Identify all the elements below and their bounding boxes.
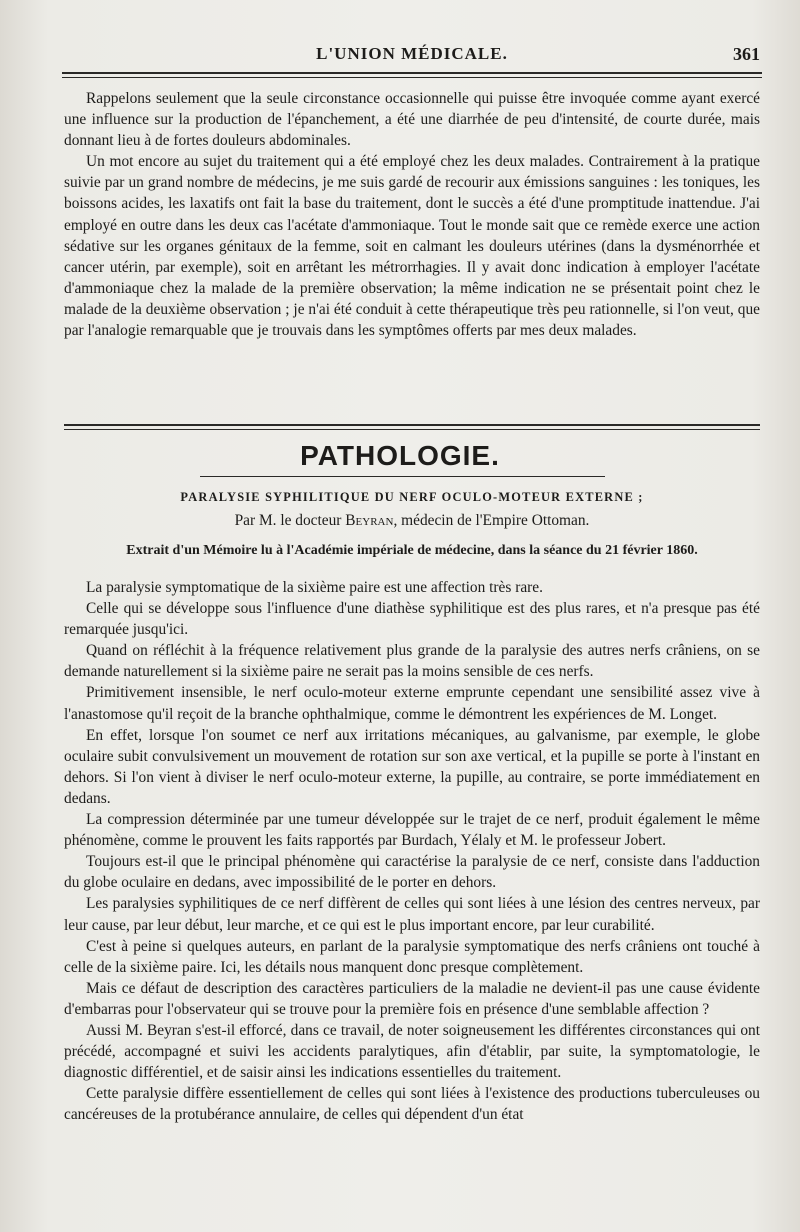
- article-body: [64, 577, 760, 1125]
- author-name: Beyran: [345, 512, 394, 529]
- page-number: 361: [733, 44, 760, 64]
- section-title-underline: [200, 476, 605, 477]
- extract-note: Extrait d'un Mémoire lu à l'Académie impériale de médecine, dans la séance du 21 février 1860.: [126, 543, 698, 558]
- article-paragraph: Toujours est-il que le principal phénomène qui caractérise la paralysie de ce nerf, consiste dans l'adduction du globe oculaire en dedans, avec impossibilité de le porter en dehors.: [64, 853, 760, 892]
- article-paragraph: Cette paralysie diffère essentiellement de celles qui sont liées à l'existence des productions tuberculeuses ou cancéreuses de la protubérance annulaire, de celles qui dépendent d'un état: [64, 1085, 760, 1124]
- article-paragraph: La compression déterminée par une tumeur développée sur le trajet de ce nerf, produit également le même phénomène, comme le prouvent les faits rapportés par Burdach, Yélaly et M. le professeur Jobert.: [64, 811, 760, 850]
- article-paragraph: Les paralysies syphilitiques de ce nerf diffèrent de celles qui sont liées à une lésion des centres nerveux, par leur cause, par leur début, leur marche, et ce qui est le plus important encore, par leur curabilité.: [64, 895, 760, 934]
- article-paragraph: La paralysie symptomatique de la sixième paire est une affection très rare.: [86, 579, 543, 596]
- running-title: L'UNION MÉDICALE.: [316, 44, 508, 63]
- article-paragraph: Aussi M. Beyran s'est-il efforcé, dans ce travail, de noter soigneusement les différentes circonstances qui ont précédé, accompagné et suivi les accidents paralytiques, afin d'établir, par suite, la symptomatologie, le diagnostic différentiel, et de saisir ainsi les indications essentielles du traitement.: [64, 1021, 760, 1082]
- byline-suffix: , médecin de l'Empire Ottoman.: [393, 512, 590, 529]
- intro-text: [64, 88, 760, 341]
- article-byline: [64, 512, 760, 530]
- article-paragraph: Primitivement insensible, le nerf oculo-moteur externe emprunte cependant une sensibilité assez vive à l'anastomose qu'il reçoit de la branche ophthalmique, comme le démontrent les expériences de M. Longet.: [64, 684, 760, 723]
- article-paragraph: Mais ce défaut de description des caractères particuliers de la maladie ne devient-il pas une cause évidente d'embarras pour l'observateur qui se trouve pour la première fois en présence d'une semblable affection ?: [64, 979, 760, 1018]
- section-title: PATHOLOGIE.: [300, 440, 500, 471]
- article-title: PARALYSIE SYPHILITIQUE DU NERF OCULO-MOTEUR EXTERNE ;: [180, 490, 644, 504]
- byline-prefix: Par M. le docteur: [234, 512, 342, 529]
- page-header: [62, 40, 762, 70]
- article-paragraph: Quand on réfléchit à la fréquence relativement plus grande de la paralysie des autres nerfs crâniens, on se demande naturellement si la sixième paire ne serait pas la moins sensible de ces nerfs.: [64, 642, 760, 681]
- article-paragraph: C'est à peine si quelques auteurs, en parlant de la paralysie symptomatique des nerfs crâniens ont touché à celle de la sixième paire. Ici, les détails nous manquent donc presque complètement.: [64, 937, 760, 976]
- section-rule: [64, 424, 760, 430]
- article-paragraph: Celle qui se développe sous l'influence d'une diathèse syphilitique est des plus rares, et n'a presque pas été remarquée jusqu'ici.: [64, 600, 760, 639]
- intro-paragraph: Un mot encore au sujet du traitement qui a été employé chez les deux malades. Contrairement à la pratique suivie par un grand nombre de médecins, je me suis gardé de recourir aux émissions sanguines : les toniques, les boissons acides, les laxatifs ont fait la base du traitement, dont le succès a été d'une promptitude inattendue. J'ai employé en outre dans les deux cas l'acétate d'ammoniaque. Tout le monde sait que ce remède exerce une action sédative sur les organes génitaux de la femme, soit en calmant les douleurs utérines (dans la dysménorrhée et cancer utérin, par exemple), soit en arrêtant les métrorrhagies. Il y avait donc indication à employer l'acétate d'ammoniaque chez la malade de la première observation; la même indication ne se présentait point chez le malade de la deuxième observation ; je n'ai été conduit à cette thérapeutique très peu rationnelle, si l'on veut, que par l'analogie remarquable que je trouvais dans les symptômes offerts par mes deux malades.: [64, 153, 760, 340]
- intro-paragraph: Rappelons seulement que la seule circonstance occasionnelle qui puisse être invoquée comme ayant exercé une influence sur la production de l'épanchement, a été une diarrhée de peu d'intensité, de courte durée, mais donnant lieu à de fortes douleurs abdominales.: [64, 90, 760, 150]
- header-rule: [62, 72, 762, 78]
- article-paragraph: En effet, lorsque l'on soumet ce nerf aux irritations mécaniques, au galvanisme, par exemple, le globe oculaire subit convulsivement un mouvement de rotation sur son axe vertical, et la pupille se porte à l'instant en dehors. Si l'on vient à diviser le nerf oculo-moteur externe, la pupille, au contraire, se porte immédiatement en dedans.: [64, 726, 760, 807]
